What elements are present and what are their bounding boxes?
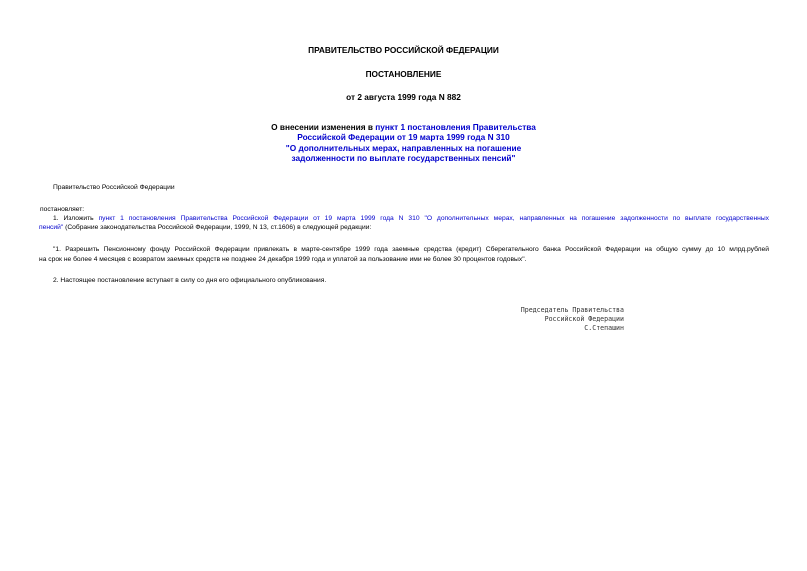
quote-line1-text: "1. Разрешить Пенсионному фонду Российской Федерации привлекать в марте-сентябре 1999 года заемные средства (кредит) Сберегательного банка Российской Федерации на общую сумму до 10 млрд.рублей [53, 246, 769, 253]
title-prefix: О внесении изменения в [271, 122, 376, 132]
government-line: Правительство Российской Федерации [53, 184, 175, 191]
item1-prefix: 1. Изложить [53, 215, 99, 222]
title-link-part1[interactable]: пункт 1 постановления Правительства [375, 122, 536, 132]
item1-line2 [39, 223, 769, 232]
signature-country: Российской Федерации [544, 315, 624, 323]
government-heading: ПРАВИТЕЛЬСТВО РОССИЙСКОЙ ФЕДЕРАЦИИ [308, 45, 499, 55]
title-link-part4[interactable]: задолженности по выплате государственных пенсий" [291, 153, 516, 163]
document-title-line1 [0, 122, 807, 132]
item1-link-a[interactable]: пункт 1 постановления Правительства Российской Федерации от 19 марта 1999 года N 310 "О дополнительных мерах, направленных на погашение задолженности по выплате государственных [98, 215, 770, 222]
document-type: ПОСТАНОВЛЕНИЕ [365, 69, 442, 79]
resolves-label: постановляет: [40, 206, 85, 213]
item1-suffix: (Собрание законодательства Российской Федерации, 1999, N 13, ст.1606) в следующей редакции: [63, 224, 372, 231]
title-link-part2[interactable]: Российской Федерации от 19 марта 1999 года N 310 [297, 132, 510, 142]
signature-title: Председатель Правительства [520, 306, 624, 314]
item1-line1 [39, 214, 769, 223]
item1-link-b[interactable]: пенсий" [39, 224, 64, 231]
quote-line1 [39, 245, 769, 254]
quote-line2: на срок не более 4 месяцев с возвратом заемных средств не позднее 24 декабря 1999 года и уплатой за пользование ими не более 30 процентов годовых". [39, 256, 527, 263]
item2-text: 2. Настоящее постановление вступает в силу со дня его официального опубликования. [53, 277, 327, 284]
title-link-part3[interactable]: "О дополнительных мерах, направленных на погашение [285, 143, 522, 153]
document-date-number: от 2 августа 1999 года N 882 [346, 92, 461, 102]
signature-name: С.Степашин [584, 324, 624, 332]
